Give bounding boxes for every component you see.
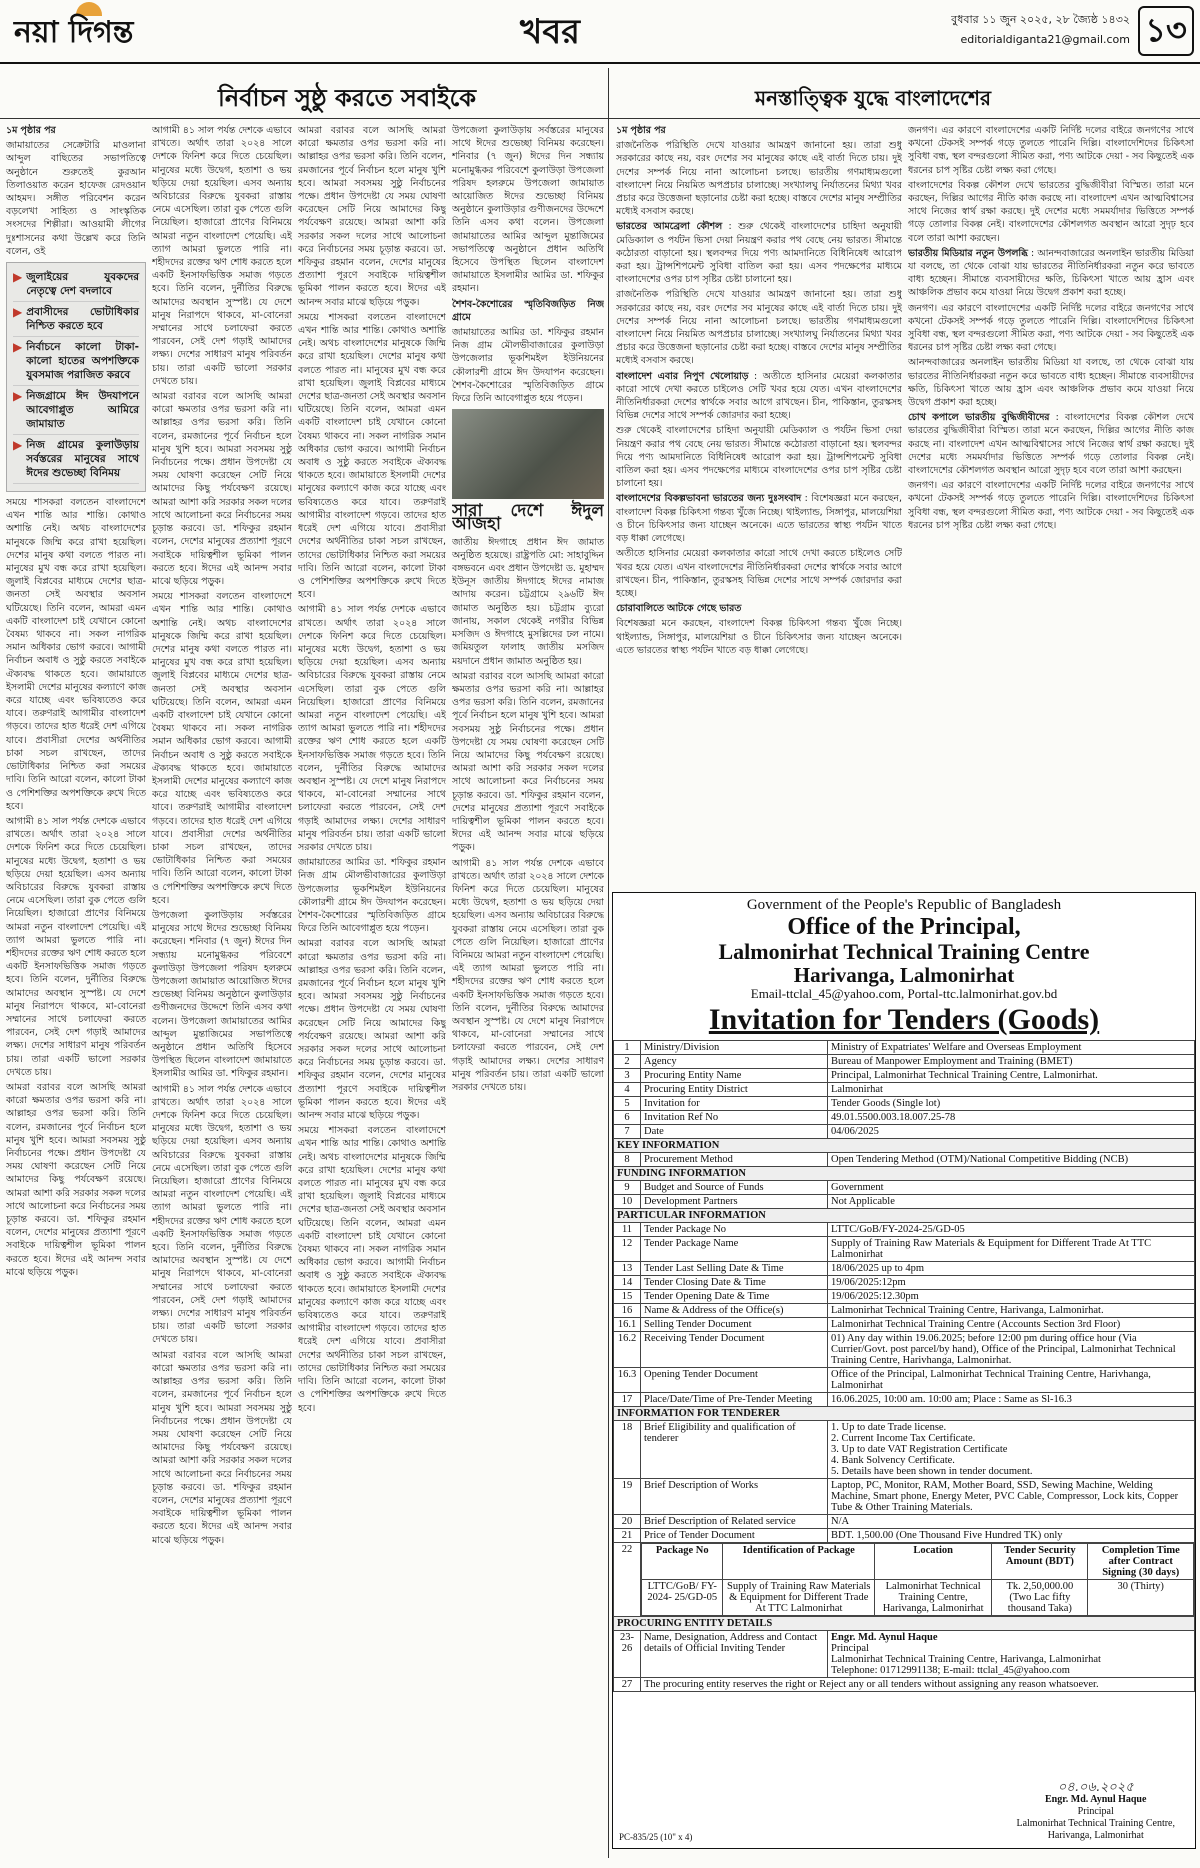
continued-label: ১ম পৃষ্ঠার পর bbox=[616, 125, 666, 136]
subheading: বাংলাদেশ এবার নিপুণ খেলোয়াড় bbox=[616, 370, 749, 382]
page-header bbox=[0, 0, 1200, 64]
table-row: 9 Budget and Source of Funds Government bbox=[614, 1181, 1195, 1195]
paragraph: আনন্দবাজারের অনলাইন ভারতীয় মিডিয়া যা বলছে, তা থেকে বোঝা যায় ভারতের নীতিনির্ধারকরা নতুন করে ভাবতে বাধ্য হচ্ছেন। সীমান্তে ব্যবসায়ীদের ক্ষতি, চিকিৎসা খাতে আয় হ্রাস এবং আঞ্চলিক প্রভাব কমে যাওয়া নিয়ে উদ্বেগ প্রকাশ করা হচ্ছে। bbox=[908, 247, 1194, 299]
paragraph: আমরা বরাবর বলে আসছি আমরা কারো ক্ষমতার ওপর ভরসা করি না। আল্লাহর ওপর ভরসা করি। তিনি বলেন, রমজানের পূর্বে নির্বাচন হলে মানুষ খুশি হবে। আমরা সবসময় সুষ্ঠু নির্বাচনের পক্ষে। প্রধান উপদেষ্টা যে সময় ঘোষণা করেছেন সেটি নিয়ে আমাদের কিছু পর্যবেক্ষণ রয়েছে। আমরা আশা করি সরকার সকল দলের সাথে আলোচনা করে নির্বাচনের সময় চূড়ান্ত করবে। ডা. শফিকুর রহমান বলেন, দেশের মানুষের প্রত্যাশা পূরণে সবাইকে দায়িত্বশীল ভূমিকা পালন করতে হবে। ঈদের এই আনন্দ সবার মাঝে ছড়িয়ে পড়ুক। bbox=[298, 125, 446, 308]
paragraph: সময়ে শাসকরা বলতেন বাংলাদেশে এখন শান্তি আর শান্তি। কোথাও অশান্তি নেই। অথচ বাংলাদেশের মানুষকে জিম্মি করে রাখা হয়েছিল। দেশের মানুষ কথা বলতে পারত না। মানুষের মুখ বন্ধ করে রাখা হয়েছিল। জুলাই বিপ্লবের মাধ্যমে দেশের ছাত্র-জনতা সেই অবস্থার অবসান ঘটিয়েছে। তিনি বলেন, আমরা এমন একটি বাংলাদেশ চাই যেখানে কোনো বৈষম্য থাকবে না। সকল নাগরিক সমান অধিকার ভোগ করবে। আগামী নির্বাচন অবাধ ও সুষ্ঠু করতে সবাইকে ঐক্যবদ্ধ থাকতে হবে। জামায়াতে ইসলামী দেশের মানুষের কল্যাণে কাজ করে যাচ্ছে এবং ভবিষ্যতেও করে যাবে। তরুণরাই আগামীর বাংলাদেশ গড়বে। তাদের হাত ধরেই দেশ এগিয়ে যাবে। প্রবাসীরা দেশের অর্থনীতির চাকা সচল রাখছেন, তাদের ভোটাধিকার নিশ্চিত করা সময়ের দাবি। তিনি আরো বলেন, কালো টাকা ও পেশিশক্তির অপশক্তিকে রুখে দিতে হবে। bbox=[152, 591, 292, 906]
paragraph: সময়ে শাসকরা বলতেন বাংলাদেশে এখন শান্তি আর শান্তি। কোথাও অশান্তি নেই। অথচ বাংলাদেশের মানুষকে জিম্মি করে রাখা হয়েছিল। দেশের মানুষ কথা বলতে পারত না। মানুষের মুখ বন্ধ করে রাখা হয়েছিল। জুলাই বিপ্লবের মাধ্যমে দেশের ছাত্র-জনতা সেই অবস্থার অবসান ঘটিয়েছে। তিনি বলেন, আমরা এমন একটি বাংলাদেশ চাই যেখানে কোনো বৈষম্য থাকবে না। সকল নাগরিক সমান অধিকার ভোগ করবে। আগামী নির্বাচন অবাধ ও সুষ্ঠু করতে সবাইকে ঐক্যবদ্ধ থাকতে হবে। জামায়াতে ইসলামী দেশের মানুষের কল্যাণে কাজ করে যাচ্ছে এবং ভবিষ্যতেও করে যাবে। তরুণরাই আগামীর বাংলাদেশ গড়বে। তাদের হাত ধরেই দেশ এগিয়ে যাবে। প্রবাসীরা দেশের অর্থনীতির চাকা সচল রাখছেন, তাদের ভোটাধিকার নিশ্চিত করা সময়ের দাবি। তিনি আরো বলেন, কালো টাকা ও পেশিশক্তির অপশক্তিকে রুখে দিতে হবে। bbox=[298, 311, 446, 601]
table-row: 22 Package No Identification of Package Location Tender Security Amount (BDT) Completion Time after Contract Signing (30 days) LTTC/GoB/ FY-2024- 25/GD-05 Supply of Training Raw Materials & Equipment for Different Trade At TTC Lalmonirhat Lalmonirhat Technical Training Centre, Harivanga, Lalmonirhat Tk. 2,50,000.00 (Two Lac fifty thousand Taka) 30 (Thirty) bbox=[614, 1543, 1195, 1617]
eid-headline: সারা দেশে ঈদুল আজহা bbox=[452, 501, 604, 535]
paragraph: শুরু থেকেই বাংলাদেশের চাহিদা অনুযায়ী মেডিক্যাল ও পর্যটন ভিসা দেয়া নিয়ন্ত্রণ করার পথ বেছে নেয় ভারত। সীমান্তে কঠোরতা বাড়ানো হয়। স্থলবন্দর দিয়ে পণ্য আমদানিতে বিধিনিষেধ আরোপ করা হয়। ট্রান্সশিপমেন্ট সুবিধা বাতিল করা হয়। এসব পদক্ষেপের মাধ্যমে বাংলাদেশের ওপর চাপ সৃষ্টির চেষ্টা চালানো হয়। bbox=[616, 425, 902, 490]
table-row: 1 Ministry/Division Ministry of Expatriates' Welfare and Overseas Employment bbox=[614, 1041, 1195, 1055]
paragraph: বিশেষজ্ঞরা মনে করছেন, বাংলাদেশ বিকল্প চিকিৎসা গন্তব্য খুঁজে নিচ্ছে। থাইল্যান্ড, সিঙ্গাপুর, মালয়েশিয়া ও চীনে চিকিৎসার জন্য যাচ্ছেন অনেকে। এতে ভারতের স্বাস্থ্য পর্যটন খাতে বড় ধাক্কা লেগেছে। bbox=[616, 493, 902, 545]
right-article-headline: মনস্তাত্ত্বিক যুদ্ধে বাংলাদেশের bbox=[755, 86, 991, 110]
paragraph: রাজনৈতিক পরিস্থিতি দেখে যাওয়ার আমন্ত্রণ জানানো হয়। তারা শুধু সরকারের কাছে নয়, বরং দেশের সব মানুষের কাছে এই বার্তা দিতে চায়। দুই দেশের সম্পর্ক নিয়ে নানা আলোচনা চলছে। ভারতীয় গণমাধ্যমগুলো বাংলাদেশ নিয়ে নিয়মিত অপপ্রচার চালাচ্ছে। সংখ্যালঘু নির্যাতনের মিথ্যা খবর প্রচার করে উত্তেজনা ছড়ানোর চেষ্টা করা হচ্ছে। বাস্তবে দেশের মানুষ সম্প্রীতির মধ্যেই বসবাস করছে। bbox=[616, 289, 902, 367]
section-title: খবর bbox=[520, 12, 580, 52]
table-row: 15 Tender Opening Date & Time 19/06/2025:12.30pm bbox=[614, 1290, 1195, 1304]
column-divider bbox=[608, 68, 609, 1858]
tender-notice bbox=[612, 892, 1196, 1849]
paragraph: বাংলাদেশের বিকল্প কৌশল দেখে ভারতের বুদ্ধিজীবীরা বিস্মিত। তারা মনে করছেন, দিল্লির আগের নীতি কাজ করছে না। বাংলাদেশ এখন আত্মবিশ্বাসের সাথে নিজের স্বার্থ রক্ষা করছে। দুই দেশের মধ্যে সমমর্যাদার ভিত্তিতে সম্পর্ক গড়ে তোলার বিকল্প নেই। বাংলাদেশের কৌশলগত অবস্থান আরো সুদৃঢ় হবে বলে তারা আশা করছেন। bbox=[908, 412, 1194, 477]
signatory-name: Engr. Md. Aynul Haque bbox=[1045, 1794, 1147, 1805]
signatory-place: Harivanga, Lalmonirhat bbox=[1047, 1830, 1144, 1841]
table-row: 7 Date 04/06/2025 bbox=[614, 1125, 1195, 1139]
table-row: 2 Agency Bureau of Manpower Employment and Training (BMET) bbox=[614, 1055, 1195, 1069]
tender-title: Invitation for Tenders (Goods) bbox=[708, 1003, 1100, 1037]
tender-table bbox=[613, 1040, 1195, 1692]
paragraph: জামায়াতের আমির ডা. শফিকুর রহমান নিজ গ্রাম মৌলভীবাজারের কুলাউড়া উপজেলার ভূকশিমইল ইউনিয়নের কৌলারশী গ্রামে ঈদ উদযাপন করেছেন। শৈশব-কৈশোরের স্মৃতিবিজড়িত গ্রামে ফিরে তিনি আবেগাপ্লুত হয়ে পড়েন। bbox=[298, 857, 446, 935]
table-row: 12 Tender Package Name Supply of Training Raw Materials & Equipment for Different Trade At TTC Lalmonirhat bbox=[614, 1237, 1195, 1262]
signatory-title: Principal bbox=[1077, 1806, 1114, 1817]
paragraph: জনগণ। এর কারণে বাংলাদেশের একটি নির্দিষ্ট দলের বাইরে জনগণের সাথে কখনো টেকসই সম্পর্ক গড়ে তুলতে পারেনি দিল্লি। বাংলাদেশিদের চিকিৎসা সুবিধা বন্ধ, স্থল বন্দরগুলো সীমিত করা, পণ্য আটকে দেয়া - সব কিছুতেই এক ধরনের চাপ সৃষ্টির চেষ্টা লক্ষ্য করা গেছে। bbox=[908, 480, 1194, 531]
header-info bbox=[951, 10, 1130, 50]
paragraph: আগামী ৪১ সাল পর্যন্ত দেশকে এভাবে রাখতে। অর্থাৎ তারা ২০২৪ সালে দেশকে ফিনিশ করে দিতে চেয়েছিল। মানুষের মধ্যে উদ্বেগ, হতাশা ও ভয় ছড়িয়ে দেয়া হয়েছিল। এসব অন্যায় অবিচারের বিরুদ্ধে যুবকরা রাস্তায় নেমে এসেছিল। তারা বুক পেতে গুলি নিয়েছিল। হাজারো প্রাণের বিনিময়ে আমরা নতুন বাংলাদেশ পেয়েছি। এই ত্যাগ আমরা ভুলতে পারি না। শহীদদের রক্তের ঋণ শোধ করতে হলে একটি ইনসাফভিত্তিক সমাজ গড়তে হবে। তিনি বলেন, দুর্নীতির বিরুদ্ধে আমাদের অবস্থান সুস্পষ্ট। যে দেশে মানুষ নিরাপদে থাকবে, মা-বোনেরা সম্মানের সাথে চলাফেরা করতে পারবেন, সেই দেশ গড়াই আমাদের লক্ষ্য। দেশের সাধারণ মানুষ পরিবর্তন চায়। তারা একটি ভালো সরকার দেখতে চায়। bbox=[152, 125, 292, 387]
table-section: INFORMATION FOR TENDERER bbox=[614, 1407, 1195, 1421]
package-table: Package No Identification of Package Location Tender Security Amount (BDT) Completion Time after Contract Signing (30 days) LTTC/GoB/ FY-2024- 25/GD-05 Supply of Training Raw Materials & Equipment for Different Trade At TTC Lalmonirhat Lalmonirhat Technical Training Centre, Harivanga, Lalmonirhat Tk. 2,50,000.00 (Two Lac fifty thousand Taka) 30 (Thirty) bbox=[641, 1543, 1194, 1616]
paragraph: আগামী ৪১ সাল পর্যন্ত দেশকে এভাবে রাখতে। অর্থাৎ তারা ২০২৪ সালে দেশকে ফিনিশ করে দিতে চেয়েছিল। মানুষের মধ্যে উদ্বেগ, হতাশা ও ভয় ছড়িয়ে দেয়া হয়েছিল। এসব অন্যায় অবিচারের বিরুদ্ধে যুবকরা রাস্তায় নেমে এসেছিল। তারা বুক পেতে গুলি নিয়েছিল। হাজারো প্রাণের বিনিময়ে আমরা নতুন বাংলাদেশ পেয়েছি। এই ত্যাগ আমরা ভুলতে পারি না। শহীদদের রক্তের ঋণ শোধ করতে হলে একটি ইনসাফভিত্তিক সমাজ গড়তে হবে। তিনি বলেন, দুর্নীতির বিরুদ্ধে আমাদের অবস্থান সুস্পষ্ট। যে দেশে মানুষ নিরাপদে থাকবে, মা-বোনেরা সম্মানের সাথে চলাফেরা করতে পারবেন, সেই দেশ গড়াই আমাদের লক্ষ্য। দেশের সাধারণ মানুষ পরিবর্তন চায়। তারা একটি ভালো সরকার দেখতে চায়। bbox=[152, 1083, 292, 1346]
signature-date: ০৪.০৬.২০২৫ bbox=[1057, 1780, 1134, 1795]
highlight-item: ▶ নিজ গ্রামের কুলাউড়ায় সর্বস্তরের মানুষের সাথে ঈদের শুভেচ্ছা বিনিময় bbox=[13, 438, 139, 484]
table-row: 16.2 Receiving Tender Document 01) Any day within 19.06.2025; before 12:00 pm during office hour (Via Currier/Govt. post parcel/by hand), Office of the Principal, Lalmonirhat Technical Training Centre, Harivhanga, Lalmonirhat. bbox=[614, 1332, 1195, 1368]
page-number: ১৩ bbox=[1138, 6, 1194, 56]
table-row: 16.1 Selling Tender Document Lalmonirhat Technical Training Centre (Accounts Section 3rd Floor) bbox=[614, 1318, 1195, 1332]
right-column-1: ১ম পৃষ্ঠার পর রাজনৈতিক পরিস্থিতি দেখে যাওয়ার আমন্ত্রণ জানানো হয়। তারা শুধু সরকারের কাছে নয়, বরং দেশের সব মানুষের কাছে এই বার্তা দিতে চায়। দুই দেশের সম্পর্ক নিয়ে নানা আলোচনা চলছে। ভারতীয় গণমাধ্যমগুলো বাংলাদেশ নিয়ে নিয়মিত অপপ্রচার চালাচ্ছে। সংখ্যালঘু নির্যাতনের মিথ্যা খবর প্রচার করে উত্তেজনা ছড়ানোর চেষ্টা করা হচ্ছে। বাস্তবে দেশের মানুষ সম্প্রীতির মধ্যেই বসবাস করছে। ভারতের আমব্রেলা কৌশল : শুরু থেকেই বাংলাদেশের চাহিদা অনুযায়ী মেডিক্যাল ও পর্যটন ভিসা দেয়া নিয়ন্ত্রণ করার পথ বেছে নেয় ভারত। সীমান্তে কঠোরতা বাড়ানো হয়। স্থলবন্দর দিয়ে পণ্য আমদানিতে বিধিনিষেধ আরোপ করা হয়। ট্রান্সশিপমেন্ট সুবিধা বাতিল করা হয়। এসব পদক্ষেপের মাধ্যমে বাংলাদেশের ওপর চাপ সৃষ্টির চেষ্টা চালানো হয়। রাজনৈতিক পরিস্থিতি দেখে যাওয়ার আমন্ত্রণ জানানো হয়। তারা শুধু সরকারের কাছে নয়, বরং দেশের সব মানুষের কাছে এই বার্তা দিতে চায়। দুই দেশের সম্পর্ক নিয়ে নানা আলোচনা চলছে। ভারতীয় গণমাধ্যমগুলো বাংলাদেশ নিয়ে নিয়মিত অপপ্রচার চালাচ্ছে। সংখ্যালঘু নির্যাতনের মিথ্যা খবর প্রচার করে উত্তেজনা ছড়ানোর চেষ্টা করা হচ্ছে। বাস্তবে দেশের মানুষ সম্প্রীতির মধ্যেই বসবাস করছে। বাংলাদেশ এবার নিপুণ খেলোয়াড় : অতীতে হাসিনার মেয়েরা কলকাতার কারো সাথে দেখা করতে চাইলেও সেটি খবর হয়ে যেত। এখন বাংলাদেশের নীতিনির্ধারকরা দেশের স্বার্থকে সবার আগে রাখছেন। চীন, পাকিস্তান, তুরস্কসহ বিভিন্ন দেশের সাথে সম্পর্ক জোরদার করা হচ্ছে। শুরু থেকেই বাংলাদেশের চাহিদা অনুযায়ী মেডিক্যাল ও পর্যটন ভিসা দেয়া নিয়ন্ত্রণ করার পথ বেছে নেয় ভারত। সীমান্তে কঠোরতা বাড়ানো হয়। স্থলবন্দর দিয়ে পণ্য আমদানিতে বিধিনিষেধ আরোপ করা হয়। ট্রান্সশিপমেন্ট সুবিধা বাতিল করা হয়। এসব পদক্ষেপের মাধ্যমে বাংলাদেশের ওপর চাপ সৃষ্টির চেষ্টা চালানো হয়। বাংলাদেশের বিকল্পভাবনা ভারতের জন্য দুঃসংবাদ : বিশেষজ্ঞরা মনে করছেন, বাংলাদেশ বিকল্প চিকিৎসা গন্তব্য খুঁজে নিচ্ছে। থাইল্যান্ড, সিঙ্গাপুর, মালয়েশিয়া ও চীনে চিকিৎসার জন্য যাচ্ছেন অনেকে। এতে ভারতের স্বাস্থ্য পর্যটন খাতে বড় ধাক্কা লেগেছে। অতীতে হাসিনার মেয়েরা কলকাতার কারো সাথে দেখা করতে চাইলেও সেটি খবর হয়ে যেত। এখন বাংলাদেশের নীতিনির্ধারকরা দেশের স্বার্থকে সবার আগে রাখছেন। চীন, পাকিস্তান, তুরস্কসহ বিভিন্ন দেশের সাথে সম্পর্ক জোরদার করা হচ্ছে। চোরাবালিতে আটকে গেছে ভারত বিশেষজ্ঞরা মনে করছেন, বাংলাদেশ বিকল্প চিকিৎসা গন্তব্য খুঁজে নিচ্ছে। থাইল্যান্ড, সিঙ্গাপুর, মালয়েশিয়া ও চীনে চিকিৎসার জন্য যাচ্ছেন অনেকে। এতে ভারতের স্বাস্থ্য পর্যটন খাতে বড় ধাক্কা লেগেছে। bbox=[616, 125, 902, 656]
table-row: 19 Brief Description of Works Laptop, PC, Monitor, RAM, Mother Board, SSD, Sewing Machine, Welding Machine, Smart phone, Energy Meter, PVC Cable, Compressor, Lock kits, Copper Tube & Other Training Materials. bbox=[614, 1479, 1195, 1515]
table-row: 6 Invitation Ref No 49.01.5500.003.18.007.25-78 bbox=[614, 1111, 1195, 1125]
table-section: PARTICULAR INFORMATION bbox=[614, 1209, 1195, 1223]
subheading: বাংলাদেশের বিকল্পভাবনা ভারতের জন্য দুঃসংবাদ bbox=[616, 493, 802, 505]
table-row: 3 Procuring Entity Name Principal, Lalmonirhat Technical Training Centre, Lalmonirhat. bbox=[614, 1069, 1195, 1083]
triangle-icon: ▶ bbox=[13, 389, 23, 404]
paragraph: আমরা বরাবর বলে আসছি আমরা কারো ক্ষমতার ওপর ভরসা করি না। আল্লাহর ওপর ভরসা করি। তিনি বলেন, রমজানের পূর্বে নির্বাচন হলে মানুষ খুশি হবে। আমরা সবসময় সুষ্ঠু নির্বাচনের পক্ষে। প্রধান উপদেষ্টা যে সময় ঘোষণা করেছেন সেটি নিয়ে আমাদের কিছু পর্যবেক্ষণ রয়েছে। আমরা আশা করি সরকার সকল দলের সাথে আলোচনা করে নির্বাচনের সময় চূড়ান্ত করবে। ডা. শফিকুর রহমান বলেন, দেশের মানুষের প্রত্যাশা পূরণে সবাইকে দায়িত্বশীল ভূমিকা পালন করতে হবে। ঈদের এই আনন্দ সবার মাঝে ছড়িয়ে পড়ুক। bbox=[152, 1349, 292, 1546]
left-column-3 bbox=[298, 124, 446, 1859]
paragraph: আনন্দবাজারের অনলাইন ভারতীয় মিডিয়া যা বলছে, তা থেকে বোঝা যায় ভারতের নীতিনির্ধারকরা নতুন করে ভাবতে বাধ্য হচ্ছেন। সীমান্তে ব্যবসায়ীদের ক্ষতি, চিকিৎসা খাতে আয় হ্রাস এবং আঞ্চলিক প্রভাব কমে যাওয়া নিয়ে উদ্বেগ প্রকাশ করা হচ্ছে। bbox=[908, 357, 1194, 409]
subheading: শৈশব-কৈশোরের স্মৃতিবিজড়িত নিজ গ্রামে bbox=[452, 298, 604, 323]
paragraph: জাতীয় ঈদগাহে প্রধান ঈদ জামাত অনুষ্ঠিত হয়েছে। রাষ্ট্রপতি মো: সাহাবুদ্দিন বঙ্গভবনে এবং প্রধান উপদেষ্টা ড. মুহাম্মদ ইউনূস জাতীয় ঈদগাহে ঈদের নামাজ আদায় করেন। চট্টগ্রামে ২৯৬টি ঈদ জামাত অনুষ্ঠিত হয়। চট্টগ্রাম ব্যুরো জানায়, সকাল থেকেই নগরীর বিভিন্ন মসজিদ ও ঈদগাহে মুসল্লিদের ঢল নামে। জমিয়তুল ফালাহ জাতীয় মসজিদ ময়দানে প্রধান জামাত অনুষ্ঠিত হয়। bbox=[452, 536, 604, 667]
tender-centre: Lalmonirhat Technical Training Centre bbox=[718, 938, 1090, 964]
paragraph: উপজেলা কুলাউড়ায় সর্বস্তরের মানুষের সাথে ঈদের শুভেচ্ছা বিনিময় করেছেন। শনিবার (৭ জুন) ঈদের দিন সন্ধ্যায় মনোমুগ্ধকর পরিবেশে কুলাউড়া উপজেলা পরিষদ হলরুমে উপজেলা জামায়াত আয়োজিত ঈদের শুভেচ্ছা বিনিময় অনুষ্ঠানে কুলাউড়ার গুণীজনদের উদ্দেশে তিনি এসব কথা বলেন। উপজেলা জামায়াতের আমির আব্দুল মুন্তাজিমের সভাপতিত্বে অনুষ্ঠানে প্রধান অতিথি হিসেবে উপস্থিত ছিলেন বাংলাদেশ জামায়াতে ইসলামীর আমির ডা. শফিকুর রহমান। bbox=[152, 909, 292, 1080]
table-row: 14 Tender Closing Date & Time 19/06/2025:12pm bbox=[614, 1276, 1195, 1290]
paragraph: বাংলাদেশের বিকল্প কৌশল দেখে ভারতের বুদ্ধিজীবীরা বিস্মিত। তারা মনে করছেন, দিল্লির আগের নীতি কাজ করছে না। বাংলাদেশ এখন আত্মবিশ্বাসের সাথে নিজের স্বার্থ রক্ষা করছে। দুই দেশের মধ্যে সমমর্যাদার ভিত্তিতে সম্পর্ক গড়ে তোলার বিকল্প নেই। বাংলাদেশের কৌশলগত অবস্থান আরো সুদৃঢ় হবে বলে তারা আশা করছেন। bbox=[908, 179, 1194, 244]
paragraph: আমরা বরাবর বলে আসছি আমরা কারো ক্ষমতার ওপর ভরসা করি না। আল্লাহর ওপর ভরসা করি। তিনি বলেন, রমজানের পূর্বে নির্বাচন হলে মানুষ খুশি হবে। আমরা সবসময় সুষ্ঠু নির্বাচনের পক্ষে। প্রধান উপদেষ্টা যে সময় ঘোষণা করেছেন সেটি নিয়ে আমাদের কিছু পর্যবেক্ষণ রয়েছে। আমরা আশা করি সরকার সকল দলের সাথে আলোচনা করে নির্বাচনের সময় চূড়ান্ত করবে। ডা. শফিকুর রহমান বলেন, দেশের মানুষের প্রত্যাশা পূরণে সবাইকে দায়িত্বশীল ভূমিকা পালন করতে হবে। ঈদের এই আনন্দ সবার মাঝে ছড়িয়ে পড়ুক। bbox=[6, 1081, 146, 1278]
table-row: 8 Procurement Method Open Tendering Method (OTM)/National Competitive Bidding (NCB) bbox=[614, 1153, 1195, 1167]
header-email: editorialdiganta21@gmail.com bbox=[960, 33, 1130, 46]
highlight-item: ▶ নিজগ্রামে ঈদ উদযাপনে আবেগাপ্লুত আমিরে জামায়াত bbox=[13, 389, 139, 435]
table-row: 11 Tender Package No LTTC/GoB/FY-2024-25/GD-05 bbox=[614, 1223, 1195, 1237]
table-row: 17 Place/Date/Time of Pre-Tender Meeting 16.06.2025, 10:00 am. 10:00 am; Place : Same as Sl-16.3 bbox=[614, 1393, 1195, 1407]
paragraph: আগামী ৪১ সাল পর্যন্ত দেশকে এভাবে রাখতে। অর্থাৎ তারা ২০২৪ সালে দেশকে ফিনিশ করে দিতে চেয়েছিল। মানুষের মধ্যে উদ্বেগ, হতাশা ও ভয় ছড়িয়ে দেয়া হয়েছিল। এসব অন্যায় অবিচারের বিরুদ্ধে যুবকরা রাস্তায় নেমে এসেছিল। তারা বুক পেতে গুলি নিয়েছিল। হাজারো প্রাণের বিনিময়ে আমরা নতুন বাংলাদেশ পেয়েছি। এই ত্যাগ আমরা ভুলতে পারি না। শহীদদের রক্তের ঋণ শোধ করতে হলে একটি ইনসাফভিত্তিক সমাজ গড়তে হবে। তিনি বলেন, দুর্নীতির বিরুদ্ধে আমাদের অবস্থান সুস্পষ্ট। যে দেশে মানুষ নিরাপদে থাকবে, মা-বোনেরা সম্মানের সাথে চলাফেরা করতে পারবেন, সেই দেশ গড়াই আমাদের লক্ষ্য। দেশের সাধারণ মানুষ পরিবর্তন চায়। তারা একটি ভালো সরকার দেখতে চায়। bbox=[452, 857, 604, 1093]
table-section: PROCURING ENTITY DETAILS bbox=[614, 1617, 1195, 1631]
signature-block bbox=[1016, 1782, 1175, 1842]
tender-email: Email-ttclal_45@yahoo.com, Portal-ttc.lalmonirhat.gov.bd bbox=[750, 986, 1058, 1002]
table-row: 4 Procuring Entity District Lalmonirhat bbox=[614, 1083, 1195, 1097]
paragraph: সময়ে শাসকরা বলতেন বাংলাদেশে এখন শান্তি আর শান্তি। কোথাও অশান্তি নেই। অথচ বাংলাদেশের মানুষকে জিম্মি করে রাখা হয়েছিল। দেশের মানুষ কথা বলতে পারত না। মানুষের মুখ বন্ধ করে রাখা হয়েছিল। জুলাই বিপ্লবের মাধ্যমে দেশের ছাত্র-জনতা সেই অবস্থার অবসান ঘটিয়েছে। তিনি বলেন, আমরা এমন একটি বাংলাদেশ চাই যেখানে কোনো বৈষম্য থাকবে না। সকল নাগরিক সমান অধিকার ভোগ করবে। আগামী নির্বাচন অবাধ ও সুষ্ঠু করতে সবাইকে ঐক্যবদ্ধ থাকতে হবে। জামায়াতে ইসলামী দেশের মানুষের কল্যাণে কাজ করে যাচ্ছে এবং ভবিষ্যতেও করে যাবে। তরুণরাই আগামীর বাংলাদেশ গড়বে। তাদের হাত ধরেই দেশ এগিয়ে যাবে। প্রবাসীরা দেশের অর্থনীতির চাকা সচল রাখছেন, তাদের ভোটাধিকার নিশ্চিত করা সময়ের দাবি। তিনি আরো বলেন, কালো টাকা ও পেশিশক্তির অপশক্তিকে রুখে দিতে হবে। bbox=[298, 1125, 446, 1414]
divider bbox=[0, 118, 612, 119]
paragraph: জামায়াতের সেক্রেটারি মাওলানা আব্দুল বাছিতের সভাপতিত্বে অনুষ্ঠানে শুরুতেই কুরআন তিলাওয়াত করেন হাফেজ রেদওয়ান আহমদ। সঙ্গীত পরিবেশন করেন বড়লেখা সাহিত্য ও সাংস্কৃতিক সংসদের শিল্পীরা। আওয়ামী লীগের দুঃশাসনের কথা উল্লেখ করে তিনি বলেন, ওই bbox=[6, 140, 146, 257]
table-row: 13 Tender Last Selling Date & Time 18/06/2025 up to 4pm bbox=[614, 1262, 1195, 1276]
subheading: চোরাবালিতে আটকে গেছে ভারত bbox=[616, 603, 742, 615]
tender-header bbox=[613, 893, 1195, 1036]
newspaper-logo: নয়া দিগন্ত bbox=[14, 15, 134, 50]
paragraph: অতীতে হাসিনার মেয়েরা কলকাতার কারো সাথে দেখা করতে চাইলেও সেটি খবর হয়ে যেত। এখন বাংলাদেশের নীতিনির্ধারকরা দেশের স্বার্থকে সবার আগে রাখছেন। চীন, পাকিস্তান, তুরস্কসহ বিভিন্ন দেশের সাথে সম্পর্ক জোরদার করা হচ্ছে। bbox=[616, 548, 902, 599]
paragraph: বিশেষজ্ঞরা মনে করছেন, বাংলাদেশ বিকল্প চিকিৎসা গন্তব্য খুঁজে নিচ্ছে। থাইল্যান্ড, সিঙ্গাপুর, মালয়েশিয়া ও চীনে চিকিৎসার জন্য যাচ্ছেন অনেকে। এতে ভারতের স্বাস্থ্য পর্যটন খাতে বড় ধাক্কা লেগেছে। bbox=[616, 618, 902, 656]
paragraph: জনগণ। এর কারণে বাংলাদেশের একটি নির্দিষ্ট দলের বাইরে জনগণের সাথে কখনো টেকসই সম্পর্ক গড়ে তুলতে পারেনি দিল্লি। বাংলাদেশিদের চিকিৎসা সুবিধা বন্ধ, স্থল বন্দরগুলো সীমিত করা, পণ্য আটকে দেয়া - সব কিছুতেই এক ধরনের চাপ সৃষ্টির চেষ্টা লক্ষ্য করা গেছে। bbox=[908, 302, 1194, 354]
paragraph: জামায়াতের আমির ডা. শফিকুর রহমান নিজ গ্রাম মৌলভীবাজারের কুলাউড়া উপজেলার ভূকশিমইল ইউনিয়নের কৌলারশী গ্রামে ঈদ উদযাপন করেছেন। শৈশব-কৈশোরের স্মৃতিবিজড়িত গ্রামে ফিরে তিনি আবেগাপ্লুত হয়ে পড়েন। bbox=[452, 327, 604, 405]
paragraph: অতীতে হাসিনার মেয়েরা কলকাতার কারো সাথে দেখা করতে চাইলেও সেটি খবর হয়ে যেত। এখন বাংলাদেশের নীতিনির্ধারকরা দেশের স্বার্থকে সবার আগে রাখছেন। চীন, পাকিস্তান, তুরস্কসহ বিভিন্ন দেশের সাথে সম্পর্ক জোরদার করা হচ্ছে। bbox=[616, 370, 902, 422]
triangle-icon: ▶ bbox=[13, 270, 23, 285]
highlight-item: ▶ জুলাইয়ের যুবকদের নেতৃত্বে দেশ বদলাবে bbox=[13, 270, 139, 302]
table-section: KEY INFORMATION bbox=[614, 1139, 1195, 1153]
subheading: ভারতের আমব্রেলা কৌশল bbox=[616, 221, 723, 233]
right-column-2: জনগণ। এর কারণে বাংলাদেশের একটি নির্দিষ্ট দলের বাইরে জনগণের সাথে কখনো টেকসই সম্পর্ক গড়ে তুলতে পারেনি দিল্লি। বাংলাদেশিদের চিকিৎসা সুবিধা বন্ধ, স্থল বন্দরগুলো সীমিত করা, পণ্য আটকে দেয়া - সব কিছুতেই এক ধরনের চাপ সৃষ্টির চেষ্টা লক্ষ্য করা গেছে। বাংলাদেশের বিকল্প কৌশল দেখে ভারতের বুদ্ধিজীবীরা বিস্মিত। তারা মনে করছেন, দিল্লির আগের নীতি কাজ করছে না। বাংলাদেশ এখন আত্মবিশ্বাসের সাথে নিজের স্বার্থ রক্ষা করছে। দুই দেশের মধ্যে সমমর্যাদার ভিত্তিতে সম্পর্ক গড়ে তোলার বিকল্প নেই। বাংলাদেশের কৌশলগত অবস্থান আরো সুদৃঢ় হবে বলে তারা আশা করছেন। ভারতীয় মিডিয়ার নতুন উপলব্ধি : আনন্দবাজারের অনলাইন ভারতীয় মিডিয়া যা বলছে, তা থেকে বোঝা যায় ভারতের নীতিনির্ধারকরা নতুন করে ভাবতে বাধ্য হচ্ছেন। সীমান্তে ব্যবসায়ীদের ক্ষতি, চিকিৎসা খাতে আয় হ্রাস এবং আঞ্চলিক প্রভাব কমে যাওয়া নিয়ে উদ্বেগ প্রকাশ করা হচ্ছে। জনগণ। এর কারণে বাংলাদেশের একটি নির্দিষ্ট দলের বাইরে জনগণের সাথে কখনো টেকসই সম্পর্ক গড়ে তুলতে পারেনি দিল্লি। বাংলাদেশিদের চিকিৎসা সুবিধা বন্ধ, স্থল বন্দরগুলো সীমিত করা, পণ্য আটকে দেয়া - সব কিছুতেই এক ধরনের চাপ সৃষ্টির চেষ্টা লক্ষ্য করা গেছে। আনন্দবাজারের অনলাইন ভারতীয় মিডিয়া যা বলছে, তা থেকে বোঝা যায় ভারতের নীতিনির্ধারকরা নতুন করে ভাবতে বাধ্য হচ্ছেন। সীমান্তে ব্যবসায়ীদের ক্ষতি, চিকিৎসা খাতে আয় হ্রাস এবং আঞ্চলিক প্রভাব কমে যাওয়া নিয়ে উদ্বেগ প্রকাশ করা হচ্ছে। চোখ কপালে ভারতীয় বুদ্ধিজীবীদের : বাংলাদেশের বিকল্প কৌশল দেখে ভারতের বুদ্ধিজীবীরা বিস্মিত। তারা মনে করছেন, দিল্লির আগের নীতি কাজ করছে না। বাংলাদেশ এখন আত্মবিশ্বাসের সাথে নিজের স্বার্থ রক্ষা করছে। দুই দেশের মধ্যে সমমর্যাদার ভিত্তিতে সম্পর্ক গড়ে তোলার বিকল্প নেই। বাংলাদেশের কৌশলগত অবস্থান আরো সুদৃঢ় হবে বলে তারা আশা করছেন। জনগণ। এর কারণে বাংলাদেশের একটি নির্দিষ্ট দলের বাইরে জনগণের সাথে কখনো টেকসই সম্পর্ক গড়ে তুলতে পারেনি দিল্লি। বাংলাদেশিদের চিকিৎসা সুবিধা বন্ধ, স্থল বন্দরগুলো সীমিত করা, পণ্য আটকে দেয়া - সব কিছুতেই এক ধরনের চাপ সৃষ্টির চেষ্টা লক্ষ্য করা গেছে। bbox=[908, 125, 1194, 531]
paragraph: আমরা বরাবর বলে আসছি আমরা কারো ক্ষমতার ওপর ভরসা করি না। আল্লাহর ওপর ভরসা করি। তিনি বলেন, রমজানের পূর্বে নির্বাচন হলে মানুষ খুশি হবে। আমরা সবসময় সুষ্ঠু নির্বাচনের পক্ষে। প্রধান উপদেষ্টা যে সময় ঘোষণা করেছেন সেটি নিয়ে আমাদের কিছু পর্যবেক্ষণ রয়েছে। আমরা আশা করি সরকার সকল দলের সাথে আলোচনা করে নির্বাচনের সময় চূড়ান্ত করবে। ডা. শফিকুর রহমান বলেন, দেশের মানুষের প্রত্যাশা পূরণে সবাইকে দায়িত্বশীল ভূমিকা পালন করতে হবে। ঈদের এই আনন্দ সবার মাঝে ছড়িয়ে পড়ুক। bbox=[152, 391, 292, 587]
paragraph: উপজেলা কুলাউড়ায় সর্বস্তরের মানুষের সাথে ঈদের শুভেচ্ছা বিনিময় করেছেন। শনিবার (৭ জুন) ঈদের দিন সন্ধ্যায় মনোমুগ্ধকর পরিবেশে কুলাউড়া উপজেলা পরিষদ হলরুমে উপজেলা জামায়াত আয়োজিত ঈদের শুভেচ্ছা বিনিময় অনুষ্ঠানে কুলাউড়ার গুণীজনদের উদ্দেশে তিনি এসব কথা বলেন। উপজেলা জামায়াতের আমির আব্দুল মুন্তাজিমের সভাপতিত্বে অনুষ্ঠানে প্রধান অতিথি হিসেবে উপস্থিত ছিলেন বাংলাদেশ জামায়াতে ইসলামীর আমির ডা. শফিকুর রহমান। bbox=[452, 125, 604, 295]
table-section: FUNDING INFORMATION bbox=[614, 1167, 1195, 1181]
left-column-1 bbox=[6, 124, 146, 1859]
signatory-org: Lalmonirhat Technical Training Centre, bbox=[1016, 1818, 1175, 1829]
table-row: 10 Development Partners Not Applicable bbox=[614, 1195, 1195, 1209]
highlight-item: ▶ নির্বাচনে কালো টাকা-কালো হাতের অপশক্তিকে যুবসমাজ পরাজিত করবে bbox=[13, 340, 139, 386]
triangle-icon: ▶ bbox=[13, 438, 23, 453]
table-row: 18 Brief Eligibility and qualification of tenderer 1. Up to date Trade license. 2. Current Income Tax Certificate. 3. Up to date VAT Registration Certificate 4. Bank Solvency Certificate. 5. Details have been shown in tender document. bbox=[614, 1421, 1195, 1479]
header-date: বুধবার ১১ জুন ২০২৫, ২৮ জ্যৈষ্ঠ ১৪৩২ bbox=[951, 13, 1130, 26]
pc-code: PC-835/25 (10" x 4) bbox=[619, 1832, 693, 1842]
subheading: ভারতীয় মিডিয়ার নতুন উপলব্ধি bbox=[908, 247, 1028, 259]
paragraph: রাজনৈতিক পরিস্থিতি দেখে যাওয়ার আমন্ত্রণ জানানো হয়। তারা শুধু সরকারের কাছে নয়, বরং দেশের সব মানুষের কাছে এই বার্তা দিতে চায়। দুই দেশের সম্পর্ক নিয়ে নানা আলোচনা চলছে। ভারতীয় গণমাধ্যমগুলো বাংলাদেশ নিয়ে নিয়মিত অপপ্রচার চালাচ্ছে। সংখ্যালঘু নির্যাতনের মিথ্যা খবর প্রচার করে উত্তেজনা ছড়ানোর চেষ্টা করা হচ্ছে। বাস্তবে দেশের মানুষ সম্প্রীতির মধ্যেই বসবাস করছে। bbox=[616, 140, 902, 218]
left-column-2 bbox=[152, 124, 292, 1859]
tender-office: Office of the Principal, bbox=[787, 913, 1021, 940]
tender-place: Harivanga, Lalmonirhat bbox=[793, 963, 1015, 988]
table-row: 16 Name & Address of the Office(s) Lalmonirhat Technical Training Centre, Harivanga, Lalmonirhat. bbox=[614, 1304, 1195, 1318]
table-row: 23-26 Name, Designation, Address and Contact details of Official Inviting Tender Engr. Md. Aynul Haque Principal Lalmonirhat Technical Training Centre, Harivanga, Lalmonirhat Telephone: 01712991138; E-mail: ttclal_45@yahoo.com bbox=[614, 1631, 1195, 1678]
photo bbox=[452, 409, 604, 499]
paragraph: আমরা বরাবর বলে আসছি আমরা কারো ক্ষমতার ওপর ভরসা করি না। আল্লাহর ওপর ভরসা করি। তিনি বলেন, রমজানের পূর্বে নির্বাচন হলে মানুষ খুশি হবে। আমরা সবসময় সুষ্ঠু নির্বাচনের পক্ষে। প্রধান উপদেষ্টা যে সময় ঘোষণা করেছেন সেটি নিয়ে আমাদের কিছু পর্যবেক্ষণ রয়েছে। আমরা আশা করি সরকার সকল দলের সাথে আলোচনা করে নির্বাচনের সময় চূড়ান্ত করবে। ডা. শফিকুর রহমান বলেন, দেশের মানুষের প্রত্যাশা পূরণে সবাইকে দায়িত্বশীল ভূমিকা পালন করতে হবে। ঈদের এই আনন্দ সবার মাঝে ছড়িয়ে পড়ুক। bbox=[298, 938, 446, 1122]
paragraph: আগামী ৪১ সাল পর্যন্ত দেশকে এভাবে রাখতে। অর্থাৎ তারা ২০২৪ সালে দেশকে ফিনিশ করে দিতে চেয়েছিল। মানুষের মধ্যে উদ্বেগ, হতাশা ও ভয় ছড়িয়ে দেয়া হয়েছিল। এসব অন্যায় অবিচারের বিরুদ্ধে যুবকরা রাস্তায় নেমে এসেছিল। তারা বুক পেতে গুলি নিয়েছিল। হাজারো প্রাণের বিনিময়ে আমরা নতুন বাংলাদেশ পেয়েছি। এই ত্যাগ আমরা ভুলতে পারি না। শহীদদের রক্তের ঋণ শোধ করতে হলে একটি ইনসাফভিত্তিক সমাজ গড়তে হবে। তিনি বলেন, দুর্নীতির বিরুদ্ধে আমাদের অবস্থান সুস্পষ্ট। যে দেশে মানুষ নিরাপদে থাকবে, মা-বোনেরা সম্মানের সাথে চলাফেরা করতে পারবেন, সেই দেশ গড়াই আমাদের লক্ষ্য। দেশের সাধারণ মানুষ পরিবর্তন চায়। তারা একটি ভালো সরকার দেখতে চায়। bbox=[298, 604, 446, 853]
subheading: চোখ কপালে ভারতীয় বুদ্ধিজীবীদের bbox=[908, 412, 1050, 424]
table-row: 27 The procuring entity reserves the right or Reject any or all tenders without assigning any reason whatsoever. bbox=[614, 1678, 1195, 1692]
tender-gov: Government of the People's Republic of Bangladesh bbox=[746, 897, 1062, 913]
highlight-item: ▶ প্রবাসীদের ভোটাধিকার নিশ্চিত করতে হবে bbox=[13, 305, 139, 337]
paragraph: আমরা বরাবর বলে আসছি আমরা কারো ক্ষমতার ওপর ভরসা করি না। আল্লাহর ওপর ভরসা করি। তিনি বলেন, রমজানের পূর্বে নির্বাচন হলে মানুষ খুশি হবে। আমরা সবসময় সুষ্ঠু নির্বাচনের পক্ষে। প্রধান উপদেষ্টা যে সময় ঘোষণা করেছেন সেটি নিয়ে আমাদের কিছু পর্যবেক্ষণ রয়েছে। আমরা আশা করি সরকার সকল দলের সাথে আলোচনা করে নির্বাচনের সময় চূড়ান্ত করবে। ডা. শফিকুর রহমান বলেন, দেশের মানুষের প্রত্যাশা পূরণে সবাইকে দায়িত্বশীল ভূমিকা পালন করতে হবে। ঈদের এই আনন্দ সবার মাঝে ছড়িয়ে পড়ুক। bbox=[452, 670, 604, 854]
left-article-headline: নির্বাচন সুষ্ঠু করতে সবাইকে bbox=[218, 83, 477, 112]
table-row: 5 Invitation for Tender Goods (Single lot) bbox=[614, 1097, 1195, 1111]
triangle-icon: ▶ bbox=[13, 340, 23, 355]
table-row: 16.3 Opening Tender Document Office of the Principal, Lalmonirhat Technical Training Centre, Harivhanga, Lalmonirhat bbox=[614, 1368, 1195, 1393]
left-column-4 bbox=[452, 124, 604, 1859]
triangle-icon: ▶ bbox=[13, 305, 23, 320]
divider bbox=[612, 118, 1200, 119]
continued-label: ১ম পৃষ্ঠার পর bbox=[6, 125, 56, 136]
paragraph: সময়ে শাসকরা বলতেন বাংলাদেশে এখন শান্তি আর শান্তি। কোথাও অশান্তি নেই। অথচ বাংলাদেশের মানুষকে জিম্মি করে রাখা হয়েছিল। দেশের মানুষ কথা বলতে পারত না। মানুষের মুখ বন্ধ করে রাখা হয়েছিল। জুলাই বিপ্লবের মাধ্যমে দেশের ছাত্র-জনতা সেই অবস্থার অবসান ঘটিয়েছে। তিনি বলেন, আমরা এমন একটি বাংলাদেশ চাই যেখানে কোনো বৈষম্য থাকবে না। সকল নাগরিক সমান অধিকার ভোগ করবে। আগামী নির্বাচন অবাধ ও সুষ্ঠু করতে সবাইকে ঐক্যবদ্ধ থাকতে হবে। জামায়াতে ইসলামী দেশের মানুষের কল্যাণে কাজ করে যাচ্ছে এবং ভবিষ্যতেও করে যাবে। তরুণরাই আগামীর বাংলাদেশ গড়বে। তাদের হাত ধরেই দেশ এগিয়ে যাবে। প্রবাসীরা দেশের অর্থনীতির চাকা সচল রাখছেন, তাদের ভোটাধিকার নিশ্চিত করা সময়ের দাবি। তিনি আরো বলেন, কালো টাকা ও পেশিশক্তির অপশক্তিকে রুখে দিতে হবে। bbox=[6, 497, 146, 812]
paragraph: শুরু থেকেই বাংলাদেশের চাহিদা অনুযায়ী মেডিক্যাল ও পর্যটন ভিসা দেয়া নিয়ন্ত্রণ করার পথ বেছে নেয় ভারত। সীমান্তে কঠোরতা বাড়ানো হয়। স্থলবন্দর দিয়ে পণ্য আমদানিতে বিধিনিষেধ আরোপ করা হয়। ট্রান্সশিপমেন্ট সুবিধা বাতিল করা হয়। এসব পদক্ষেপের মাধ্যমে বাংলাদেশের ওপর চাপ সৃষ্টির চেষ্টা চালানো হয়। bbox=[616, 221, 902, 286]
highlights-box bbox=[6, 262, 146, 492]
table-row: 21 Price of Tender Document BDT. 1,500.00 (One Thousand Five Hundred TK) only bbox=[614, 1529, 1195, 1543]
paragraph: জনগণ। এর কারণে বাংলাদেশের একটি নির্দিষ্ট দলের বাইরে জনগণের সাথে কখনো টেকসই সম্পর্ক গড়ে তুলতে পারেনি দিল্লি। বাংলাদেশিদের চিকিৎসা সুবিধা বন্ধ, স্থল বন্দরগুলো সীমিত করা, পণ্য আটকে দেয়া - সব কিছুতেই এক ধরনের চাপ সৃষ্টির চেষ্টা লক্ষ্য করা গেছে। bbox=[908, 125, 1194, 176]
table-row: 20 Brief Description of Related service N/A bbox=[614, 1515, 1195, 1529]
paragraph: আগামী ৪১ সাল পর্যন্ত দেশকে এভাবে রাখতে। অর্থাৎ তারা ২০২৪ সালে দেশকে ফিনিশ করে দিতে চেয়েছিল। মানুষের মধ্যে উদ্বেগ, হতাশা ও ভয় ছড়িয়ে দেয়া হয়েছিল। এসব অন্যায় অবিচারের বিরুদ্ধে যুবকরা রাস্তায় নেমে এসেছিল। তারা বুক পেতে গুলি নিয়েছিল। হাজারো প্রাণের বিনিময়ে আমরা নতুন বাংলাদেশ পেয়েছি। এই ত্যাগ আমরা ভুলতে পারি না। শহীদদের রক্তের ঋণ শোধ করতে হলে একটি ইনসাফভিত্তিক সমাজ গড়তে হবে। তিনি বলেন, দুর্নীতির বিরুদ্ধে আমাদের অবস্থান সুস্পষ্ট। যে দেশে মানুষ নিরাপদে থাকবে, মা-বোনেরা সম্মানের সাথে চলাফেরা করতে পারবেন, সেই দেশ গড়াই আমাদের লক্ষ্য। দেশের সাধারণ মানুষ পরিবর্তন চায়। তারা একটি ভালো সরকার দেখতে চায়। bbox=[6, 815, 146, 1078]
